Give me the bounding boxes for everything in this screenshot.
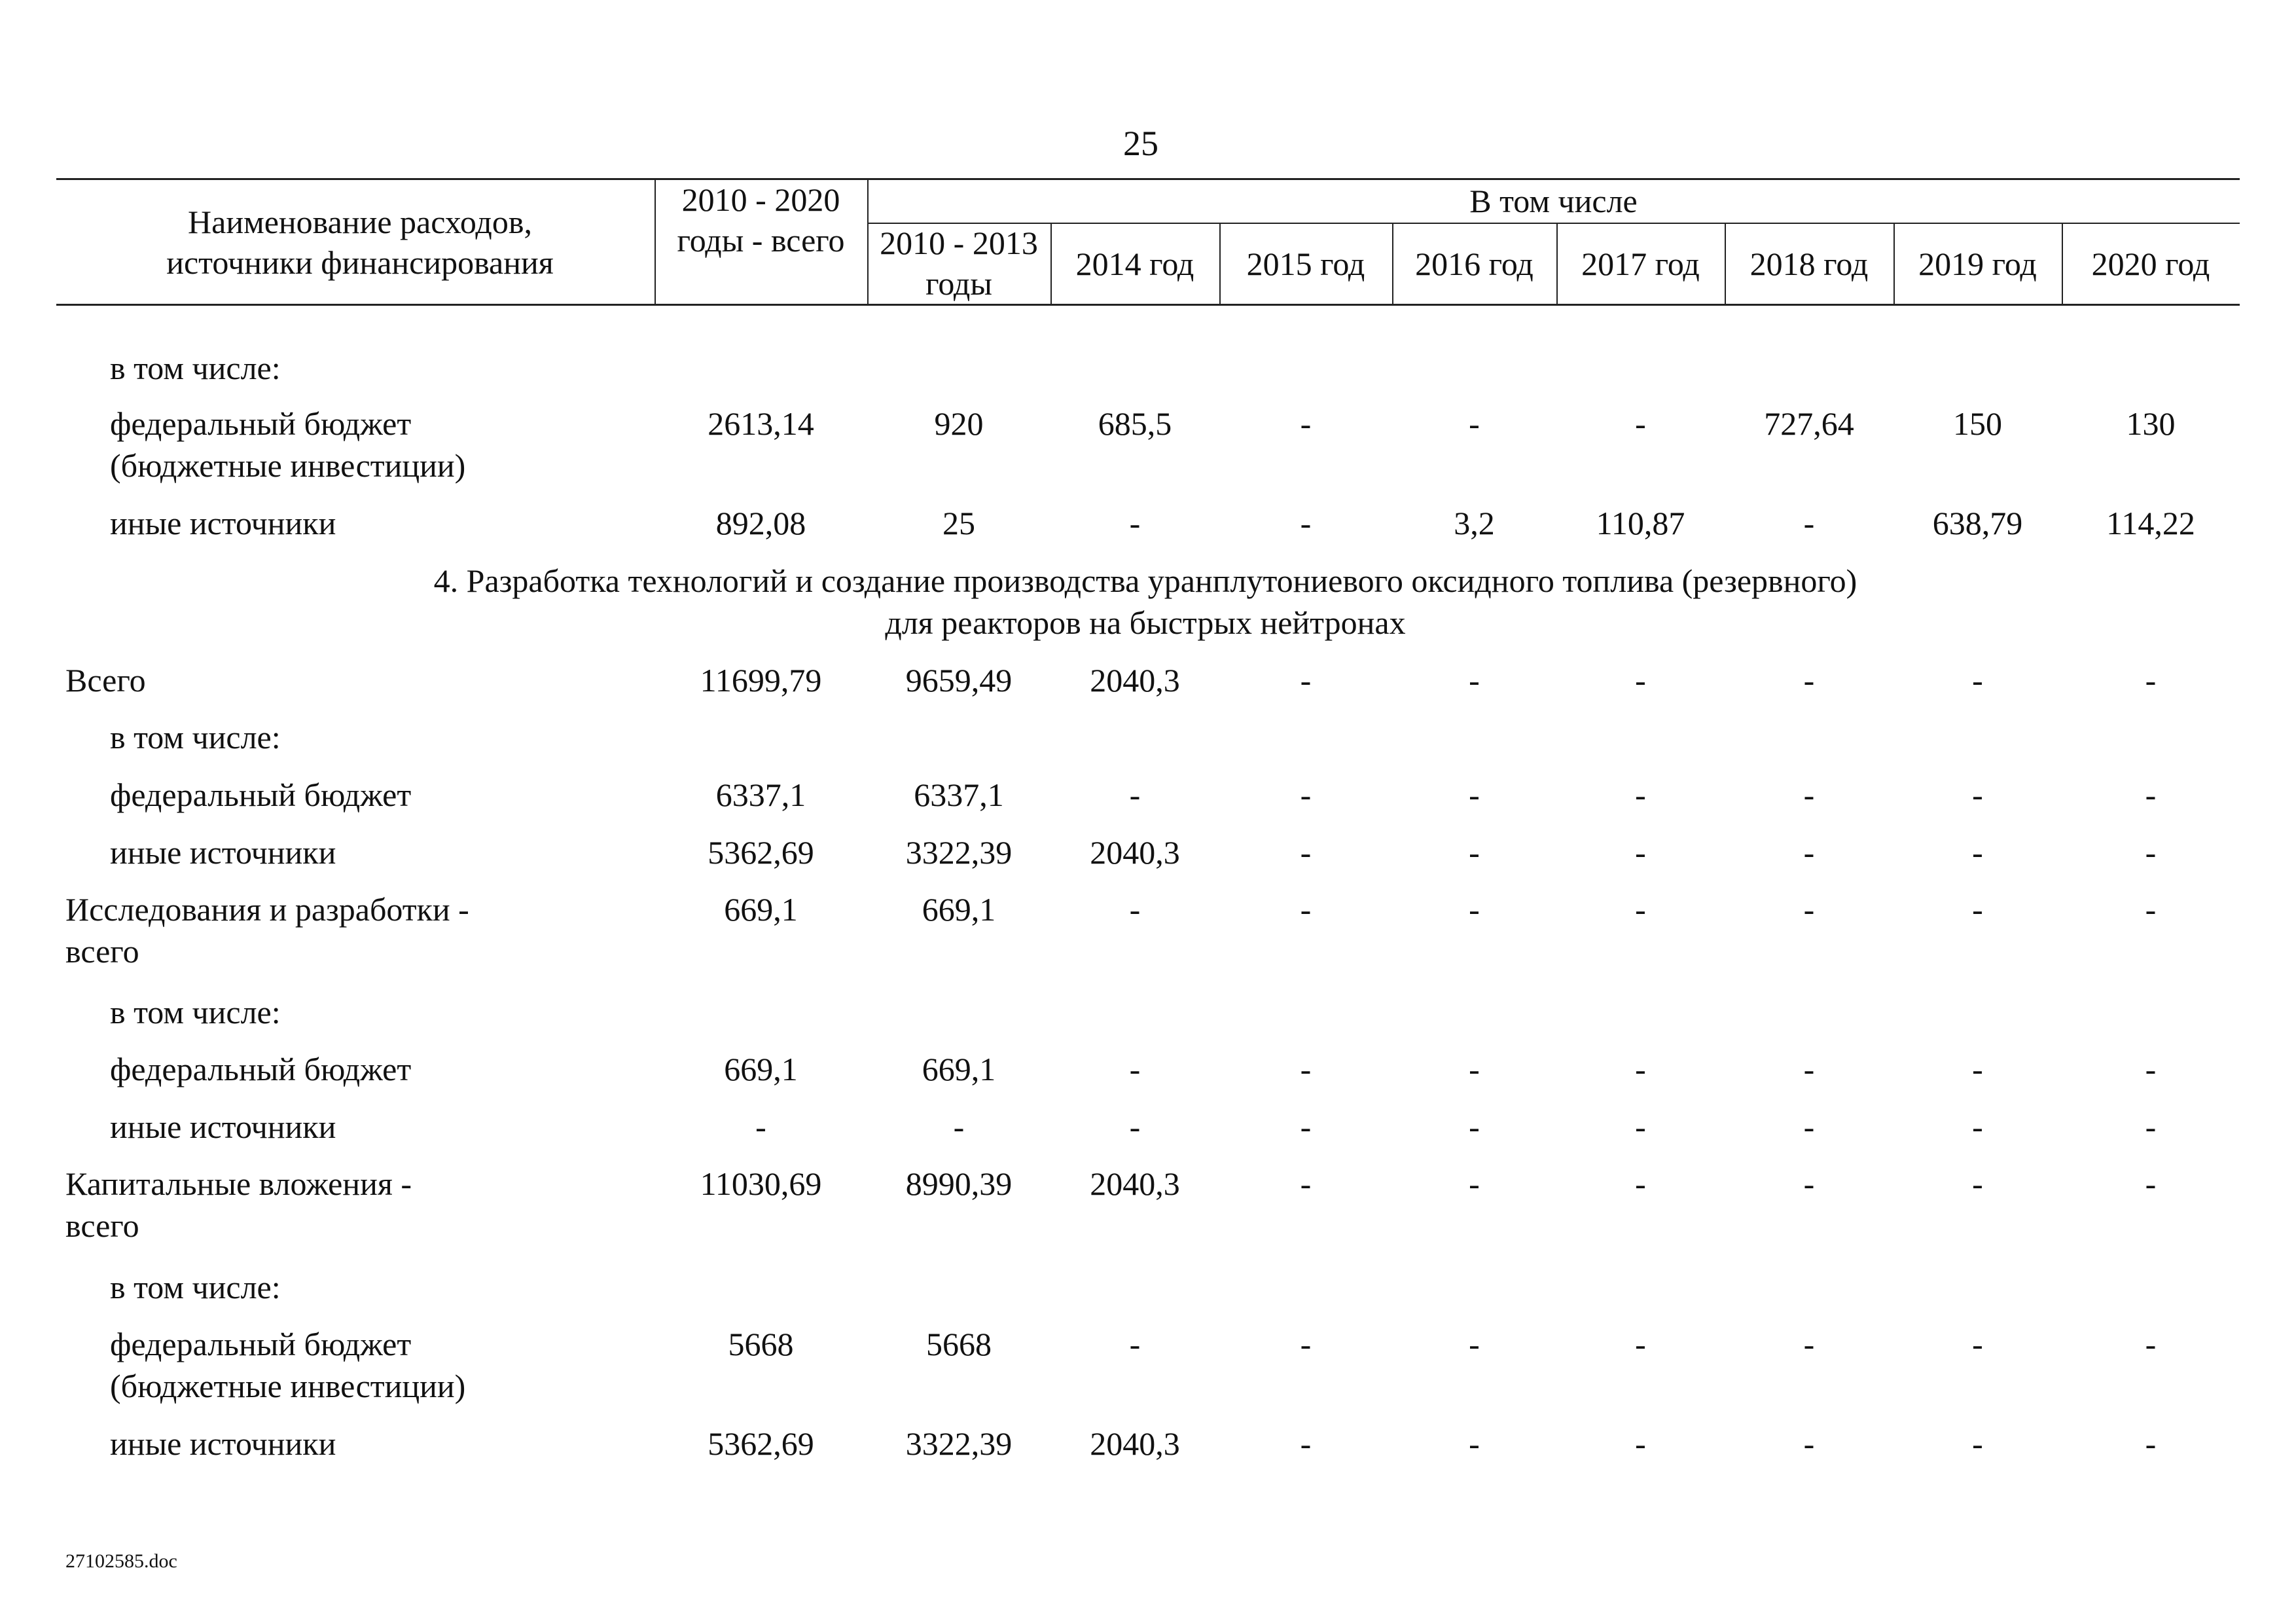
cell-value: - <box>2145 834 2157 871</box>
row-label: Исследования и разработки - <box>65 891 469 928</box>
cell-value: - <box>1300 405 1312 442</box>
cell-value: - <box>1803 1326 1815 1362</box>
cell-value: - <box>953 1108 965 1145</box>
cell-value: - <box>1469 1425 1480 1462</box>
cell-value: 2040,3 <box>1090 834 1180 871</box>
cell-value: 5668 <box>926 1326 992 1362</box>
cell-value: - <box>1129 1051 1141 1087</box>
cell-value: - <box>1803 891 1815 928</box>
cell-value: - <box>1972 662 1983 699</box>
cell-value: 6337,1 <box>914 776 1004 813</box>
cell-value: - <box>2145 662 2157 699</box>
cell-value: - <box>1469 776 1480 813</box>
cell-value: - <box>2145 1108 2157 1145</box>
cell-value: - <box>1129 891 1141 928</box>
section-subtitle: для реакторов на быстрых нейтронах <box>885 604 1406 641</box>
cell-value: - <box>1300 1326 1312 1362</box>
cell-value: 669,1 <box>724 891 798 928</box>
cell-value: 920 <box>934 405 984 442</box>
cell-value: - <box>1803 662 1815 699</box>
cell-value: 727,64 <box>1764 405 1854 442</box>
row-label-continued: всего <box>65 1207 139 1244</box>
row-label: федеральный бюджет <box>110 1326 412 1362</box>
cell-value: 3322,39 <box>905 1425 1013 1462</box>
cell-value: 3322,39 <box>905 834 1013 871</box>
cell-value: 114,22 <box>2106 505 2195 541</box>
header-year-5: 2018 год <box>1749 246 1869 282</box>
cell-value: - <box>1972 776 1983 813</box>
row-label: Капитальные вложения - <box>65 1165 412 1202</box>
cell-value: 130 <box>2126 405 2176 442</box>
cell-value: 669,1 <box>922 1051 996 1087</box>
cell-value: - <box>1469 405 1480 442</box>
row-label: иные источники <box>110 1425 336 1462</box>
row-label: федеральный бюджет <box>110 776 412 813</box>
cell-value: 2040,3 <box>1090 1165 1180 1202</box>
cell-value: - <box>1803 776 1815 813</box>
header-year-7: 2020 год <box>2091 246 2210 282</box>
cell-value: - <box>1300 1051 1312 1087</box>
cell-value: - <box>1803 505 1815 541</box>
col-divider <box>655 178 656 304</box>
row-label-continued: (бюджетные инвестиции) <box>110 447 466 484</box>
cell-value: - <box>1300 1165 1312 1202</box>
row-label-continued: всего <box>65 933 139 970</box>
header-year-0: 2010 - 2013 годы <box>880 225 1038 302</box>
cell-value: - <box>1469 1165 1480 1202</box>
cell-value: - <box>1635 662 1646 699</box>
section-title: 4. Разработка технологий и создание производства уранплутониевого оксидного топлива (резервного) <box>433 562 1857 599</box>
cell-value: - <box>1129 1108 1141 1145</box>
cell-value: - <box>1300 505 1312 541</box>
cell-value: - <box>1972 1425 1983 1462</box>
cell-value: - <box>755 1108 766 1145</box>
cell-value: - <box>1635 1051 1646 1087</box>
cell-value: - <box>1129 776 1141 813</box>
cell-value: - <box>1300 1425 1312 1462</box>
cell-value: - <box>1469 834 1480 871</box>
cell-value: - <box>1972 1165 1983 1202</box>
cell-value: - <box>1635 405 1646 442</box>
header-year-6: 2019 год <box>1918 246 2037 282</box>
cell-value: - <box>1469 891 1480 928</box>
cell-value: - <box>1635 776 1646 813</box>
cell-value: - <box>1972 891 1983 928</box>
cell-value: - <box>1469 1108 1480 1145</box>
cell-value: - <box>1803 1165 1815 1202</box>
cell-value: 2040,3 <box>1090 662 1180 699</box>
cell-value: - <box>1300 662 1312 699</box>
cell-value: 6337,1 <box>715 776 806 813</box>
cell-value: 2040,3 <box>1090 1425 1180 1462</box>
cell-value: - <box>1972 1108 1983 1145</box>
cell-value: - <box>1300 891 1312 928</box>
header-year-2: 2015 год <box>1246 246 1365 282</box>
page-number: 25 <box>1123 124 1158 163</box>
cell-value: 11699,79 <box>700 662 822 699</box>
doc-filename: 27102585.doc <box>65 1550 177 1572</box>
header-year-1: 2014 год <box>1075 246 1194 282</box>
cell-value: - <box>1972 1326 1983 1362</box>
cell-value: 669,1 <box>922 891 996 928</box>
row-label: иные источники <box>110 1108 336 1145</box>
cell-value: 892,08 <box>715 505 806 541</box>
row-label-continued: (бюджетные инвестиции) <box>110 1368 466 1404</box>
row-label: федеральный бюджет <box>110 405 412 442</box>
cell-value: - <box>1635 1165 1646 1202</box>
cell-value: - <box>1635 1425 1646 1462</box>
cell-value: - <box>1469 662 1480 699</box>
cell-value: - <box>1635 1108 1646 1145</box>
cell-value: - <box>1803 1051 1815 1087</box>
cell-value: - <box>1635 834 1646 871</box>
header-name-col: Наименование расходов, источники финансирования <box>166 204 554 281</box>
cell-value: - <box>2145 776 2157 813</box>
header-bottom-rule <box>56 304 2240 306</box>
cell-value: - <box>2145 1165 2157 1202</box>
cell-value: 5362,69 <box>708 1425 814 1462</box>
cell-value: - <box>1635 1326 1646 1362</box>
cell-value: 5668 <box>728 1326 794 1362</box>
header-total-col: 2010 - 2020 годы - всего <box>677 181 845 259</box>
header-year-3: 2016 год <box>1415 246 1534 282</box>
cell-value: 8990,39 <box>905 1165 1013 1202</box>
cell-value: - <box>1300 776 1312 813</box>
cell-value: - <box>1129 505 1141 541</box>
cell-value: 5362,69 <box>708 834 814 871</box>
cell-value: - <box>1469 1326 1480 1362</box>
cell-value: - <box>2145 891 2157 928</box>
cell-value: - <box>2145 1425 2157 1462</box>
row-label: в том числе: <box>110 350 281 386</box>
row-label: иные источники <box>110 505 336 541</box>
cell-value: - <box>2145 1051 2157 1087</box>
cell-value: 669,1 <box>724 1051 798 1087</box>
cell-value: 9659,49 <box>905 662 1013 699</box>
header-year-4: 2017 год <box>1581 246 1700 282</box>
cell-value: - <box>1129 1326 1141 1362</box>
cell-value: - <box>1972 1051 1983 1087</box>
cell-value: - <box>1803 1425 1815 1462</box>
cell-value: 25 <box>942 505 975 541</box>
row-label: в том числе: <box>110 719 281 756</box>
row-label: иные источники <box>110 834 336 871</box>
cell-value: 638,79 <box>1932 505 2023 541</box>
cell-value: 110,87 <box>1596 505 1685 541</box>
cell-value: 11030,69 <box>700 1165 822 1202</box>
cell-value: - <box>1300 1108 1312 1145</box>
cell-value: - <box>1300 834 1312 871</box>
row-label: федеральный бюджет <box>110 1051 412 1087</box>
row-label: в том числе: <box>110 994 281 1030</box>
header-group-label: В том числе <box>1469 183 1638 219</box>
cell-value: - <box>1803 834 1815 871</box>
cell-value: - <box>1972 834 1983 871</box>
cell-value: 150 <box>1953 405 2002 442</box>
cell-value: - <box>1803 1108 1815 1145</box>
header-top-rule <box>56 178 2240 180</box>
cell-value: 685,5 <box>1098 405 1172 442</box>
cell-value: - <box>2145 1326 2157 1362</box>
cell-value: - <box>1469 1051 1480 1087</box>
row-label: в том числе: <box>110 1269 281 1305</box>
cell-value: 2613,14 <box>708 405 814 442</box>
row-label: Всего <box>65 662 146 699</box>
subheader-rule <box>867 223 2240 224</box>
cell-value: - <box>1635 891 1646 928</box>
cell-value: 3,2 <box>1454 505 1495 541</box>
